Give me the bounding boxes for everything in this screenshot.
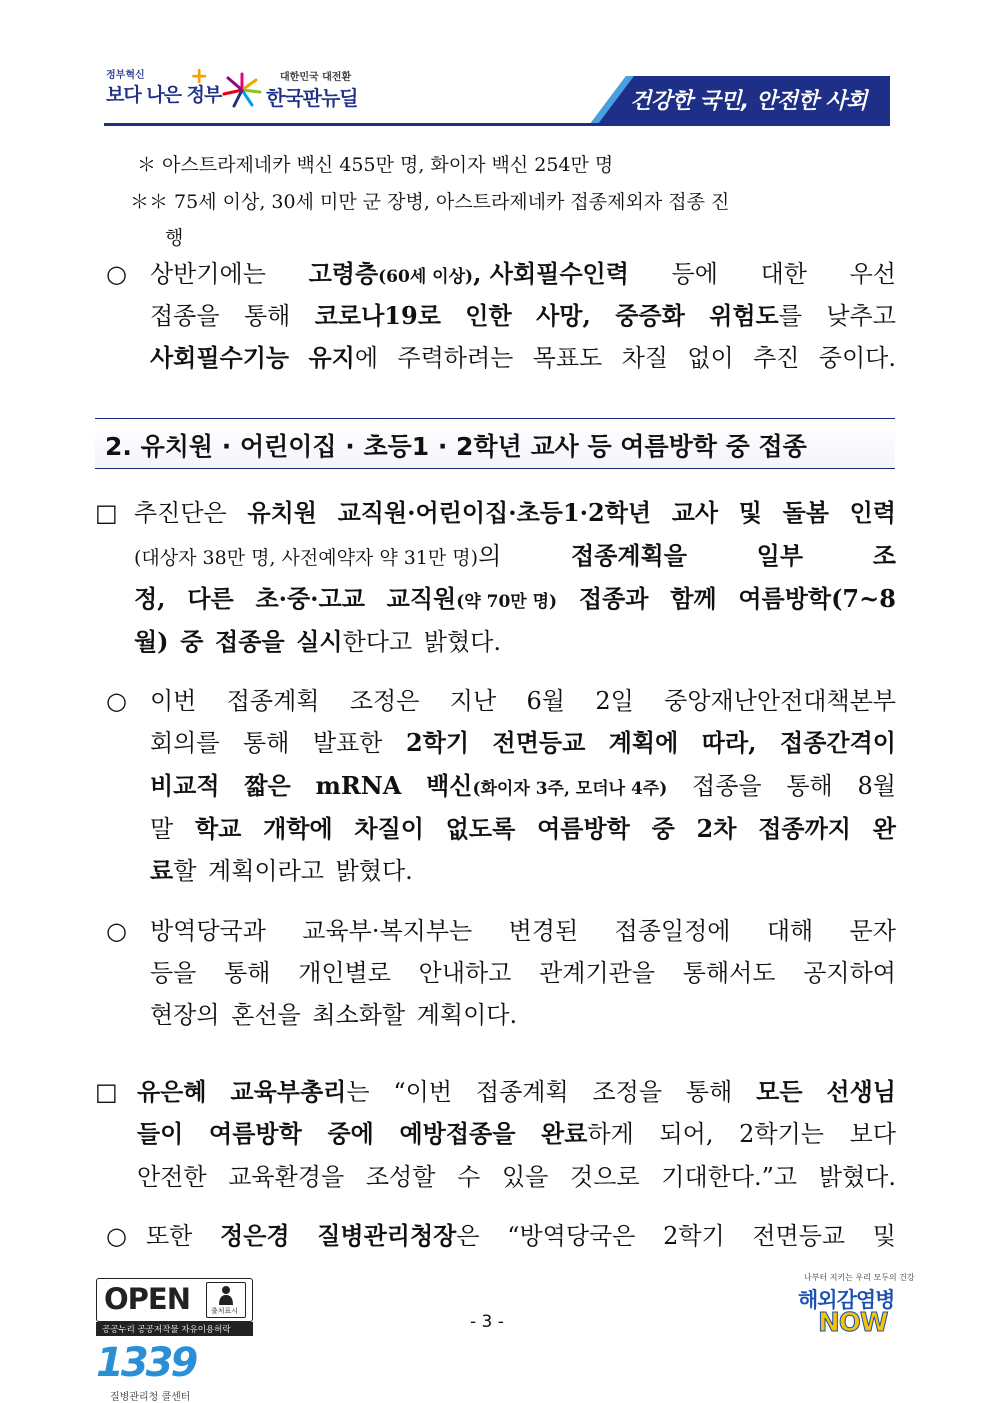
bold-text: 정은경 [220, 1221, 290, 1250]
text: 계획이라고 [208, 857, 324, 885]
text: 밝혔다. [818, 1163, 896, 1191]
text: 이번 [150, 687, 197, 715]
gov-logo-main-text: 보다 나은 정부 [106, 84, 222, 106]
section-heading [95, 418, 895, 469]
header-divider [104, 123, 890, 126]
bold-text: 짧은 [244, 771, 291, 800]
bold-text: 교직원 [386, 584, 457, 613]
bold-text: 일부 [756, 541, 804, 570]
para5-line2 [137, 1119, 896, 1149]
footnote-2-text: ＊＊ 75세 이상, 30세 미만 군 장병, 아스트라제네카 접종제외자 접종 진 [130, 191, 730, 213]
bullet-circle: ○ [106, 260, 127, 288]
bold-text: 중 [651, 814, 675, 843]
bold-text: 2학기 [405, 728, 470, 757]
bullet-square: □ [95, 499, 118, 527]
bold-text: 함께 [670, 584, 717, 613]
bold-text: , 사회필수인력 [473, 259, 629, 288]
para4-line3: 현장의 혼선을 최소화할 계획이다. [150, 1001, 518, 1029]
text: 공지하여 [803, 959, 896, 987]
text: 것으로 [570, 1163, 640, 1191]
text: 말 [150, 815, 174, 843]
footnote-2-cont: 행 [165, 227, 184, 249]
para6-line1 [146, 1221, 896, 1251]
para3-line1 [150, 686, 896, 716]
text: 8월 [857, 772, 896, 800]
bullet-square: □ [95, 1078, 118, 1106]
bold-text: (약 70만 명) [456, 592, 558, 612]
text [541, 1119, 634, 1149]
text: 문자 [849, 917, 896, 945]
text: 접종계획 [226, 687, 320, 715]
para4-line1 [150, 916, 896, 946]
para3-line3 [150, 771, 896, 804]
open-text: OPEN [104, 1282, 190, 1316]
text [387, 584, 557, 617]
bold-text: 교육부총리 [230, 1077, 347, 1106]
bold-text: 완 [872, 814, 896, 843]
bold-text: 인한 [465, 301, 512, 330]
text: 에 [354, 344, 379, 372]
slogan-banner [590, 76, 890, 124]
text: “방역당국은 [507, 1222, 636, 1250]
text: 중이다. [818, 344, 896, 372]
attribution-label: 출처표시 [211, 1307, 239, 1315]
now-title: 해외감염병 [798, 1288, 895, 1312]
bold-text: 모든 [756, 1077, 803, 1106]
text: 추진 [753, 344, 800, 372]
para3-line5 [150, 856, 413, 886]
text: 방역당국과 [150, 917, 266, 945]
text: 교육부·복지부는 [302, 917, 473, 945]
bold-text: 접종과 [578, 584, 649, 613]
text: 한다고 [342, 628, 413, 656]
plus-icon: + [190, 64, 209, 89]
text: 회의를 [150, 729, 220, 757]
para5-line3 [137, 1162, 896, 1192]
para5-line1 [137, 1077, 896, 1107]
now-tagline: 나부터 지키는 우리 모두의 건강 [804, 1273, 915, 1282]
text [709, 301, 802, 331]
text [134, 541, 501, 573]
bold-text: (화이자 3주, 모더나 4주) [472, 779, 668, 799]
text: 지난 [449, 687, 497, 715]
text: 통해 [685, 1078, 733, 1106]
bold-text: 유지 [308, 343, 355, 372]
bold-text: 차질이 [354, 814, 424, 843]
text: 등을 [150, 959, 197, 987]
text: 관계기관을 [539, 959, 656, 987]
text: 차질 [621, 344, 668, 372]
bold-text: 료 [150, 856, 174, 885]
para1-line2 [150, 301, 896, 331]
bold-text: 따라, [701, 728, 757, 757]
para1-line1 [150, 259, 896, 292]
bold-text: 정, [134, 584, 166, 613]
license-caption: 공공누리 공공저작물 자유이용허락 [102, 1325, 231, 1335]
text: 추진단은 [134, 499, 227, 527]
bold-text: 백신 [426, 771, 473, 800]
text: 접종계획 [475, 1078, 569, 1106]
text: 통해서도 [682, 959, 776, 987]
para2-line1 [134, 498, 896, 528]
bold-text: 사회필수기능 [150, 343, 290, 372]
text: 2학기 [663, 1222, 725, 1250]
text: 개인별로 [298, 959, 391, 987]
bold-text: 교직원·어린이집·초등1·2학년 [337, 498, 652, 527]
bold-text: 초·중·고교 [255, 584, 365, 613]
bold-text: 코로나19로 [314, 301, 441, 330]
text: 조정은 [349, 687, 420, 715]
bold-text: 및 [738, 498, 762, 527]
text: 목표도 [532, 344, 603, 372]
kdca-1339-logo [96, 1340, 206, 1403]
text: 를 [778, 302, 802, 330]
bold-text: 2차 [696, 814, 737, 843]
bold-text: 월) [134, 627, 169, 656]
bold-text: 질병관리청장 [317, 1221, 457, 1250]
burst-icon [222, 72, 262, 108]
bullet-circle: ○ [106, 1222, 127, 1250]
kogl-open-license [96, 1278, 253, 1336]
bold-text: 실시 [296, 627, 343, 656]
bold-text: 들이 [137, 1119, 184, 1148]
text: 대한 [760, 260, 807, 288]
gov-innovation-logo [104, 64, 222, 114]
bold-text: 유은혜 [137, 1077, 207, 1106]
bold-text: 조 [872, 541, 896, 570]
text: 조성할 [365, 1163, 436, 1191]
page-number: - 3 - [470, 1312, 504, 1332]
bold-text: 고령층 [308, 259, 379, 288]
bold-text: 예방접종을 [399, 1119, 516, 1148]
bold-text: 교사 [671, 498, 719, 527]
para2-line2 [134, 541, 896, 573]
bold-text: 선생님 [826, 1077, 896, 1106]
text: 통해 [243, 302, 291, 330]
text [309, 259, 629, 292]
korean-new-deal-logo [222, 66, 362, 114]
section-title: 2. 유치원 · 어린이집 · 초등1 · 2학년 교사 등 여름방학 중 접종 [105, 432, 807, 461]
bold-text: 학교 [194, 814, 242, 843]
text: 접종을 [150, 302, 220, 330]
bold-text: 돌봄 [782, 498, 829, 527]
attribution-icon-box [206, 1282, 246, 1318]
new-deal-main-text: 한국판뉴딜 [266, 86, 358, 110]
text: 접종을 [692, 772, 762, 800]
bold-text: 완료 [541, 1119, 588, 1148]
text: 대해 [766, 917, 814, 945]
para1-line3 [150, 343, 896, 373]
bold-text: 여름방학 [537, 814, 630, 843]
text [308, 343, 378, 373]
text: 낮추고 [826, 302, 896, 330]
call-caption: 질병관리청 콜센터 [110, 1392, 191, 1403]
text: 또한 [146, 1222, 193, 1250]
footnote-2 [130, 187, 896, 217]
text: 6월 [526, 687, 565, 715]
text [296, 628, 412, 656]
text: 하게 [587, 1120, 634, 1148]
text: 보다 [849, 1120, 896, 1148]
text: 밝혔다. [335, 857, 413, 885]
text: 변경된 [508, 917, 579, 945]
bold-text: 위험도 [709, 301, 779, 330]
new-deal-small-text: 대한민국 대전환 [280, 72, 352, 83]
text [230, 1077, 369, 1107]
gov-logo-small-text: 정부혁신 [106, 70, 145, 81]
text: 전면등교 [752, 1222, 846, 1250]
text: 밝혔다. [423, 628, 501, 656]
text [317, 1221, 479, 1251]
text: 안전한 [137, 1163, 207, 1191]
text: 등에 [671, 260, 718, 288]
bold-text: 중증화 [615, 301, 685, 330]
bold-text: 계획에 [608, 728, 679, 757]
text [150, 857, 196, 885]
text: 기대한다.”고 [661, 1163, 798, 1191]
bold-text: 접종간격이 [780, 728, 896, 757]
slogan-text: 건강한 국민, 안전한 사회 [630, 89, 867, 114]
para2-line3 [134, 584, 896, 617]
text: 의 [478, 542, 502, 570]
bold-text: 유치원 [247, 498, 317, 527]
text: 통해 [224, 959, 271, 987]
text: 은 [456, 1222, 480, 1250]
text: 조정을 [592, 1078, 663, 1106]
text: 2일 [595, 687, 634, 715]
text: 되어, [659, 1120, 714, 1148]
bold-text: 사망, [536, 301, 591, 330]
bold-text: 없도록 [445, 814, 516, 843]
bold-text: 인력 [849, 498, 896, 527]
text: 안내하고 [418, 959, 512, 987]
bullet-circle: ○ [106, 687, 127, 715]
text: 접종일정에 [614, 917, 731, 945]
now-sub: NOW [818, 1308, 888, 1338]
bold-text: (60세 이상) [378, 267, 474, 287]
text: 중앙재난안전대책본부 [664, 687, 896, 715]
bold-text: mRNA [315, 771, 402, 800]
text [426, 771, 667, 804]
text: 할 [173, 857, 197, 885]
bullet-circle: ○ [106, 917, 127, 945]
text: 있을 [501, 1163, 549, 1191]
text: 수 [457, 1163, 481, 1191]
text: 우선 [849, 260, 896, 288]
text: 주력하려는 [397, 344, 514, 372]
text: “이번 [393, 1078, 453, 1106]
text: 및 [872, 1222, 896, 1250]
text: 발표한 [312, 729, 383, 757]
para3-line4 [150, 814, 896, 844]
person-icon [207, 1283, 245, 1307]
call-number: 1339 [96, 1340, 196, 1386]
bold-text: 여름방학 [209, 1119, 302, 1148]
para3-line2 [150, 728, 896, 758]
bold-text: 비교적 [150, 771, 220, 800]
bold-text: 여름방학(7~8 [738, 584, 896, 613]
bold-text: 접종계획을 [571, 541, 687, 570]
overseas-infection-now-logo [796, 1272, 915, 1338]
text: 는 [346, 1078, 370, 1106]
bold-text: 중 [180, 627, 204, 656]
footnote-1: ＊ 아스트라제네카 백신 455만 명, 화이자 백신 254만 명 [137, 154, 614, 176]
text: 2학기는 [739, 1120, 824, 1148]
text: 상반기에는 [150, 260, 266, 288]
bold-text: 접종까지 [758, 814, 851, 843]
text: 없이 [687, 344, 734, 372]
small-text: (대상자 38만 명, 사전예약자 약 31만 명) [134, 547, 479, 569]
bold-text: 다른 [187, 584, 234, 613]
text: 통해 [243, 729, 290, 757]
bold-text: 중에 [327, 1119, 374, 1148]
para4-line2 [150, 958, 896, 988]
bold-text: 개학에 [263, 814, 333, 843]
text: 통해 [786, 772, 833, 800]
bold-text: 전면등교 [492, 728, 586, 757]
bold-text: 접종을 [215, 627, 285, 656]
para2-line4 [134, 627, 501, 657]
text: 교육환경을 [228, 1163, 345, 1191]
